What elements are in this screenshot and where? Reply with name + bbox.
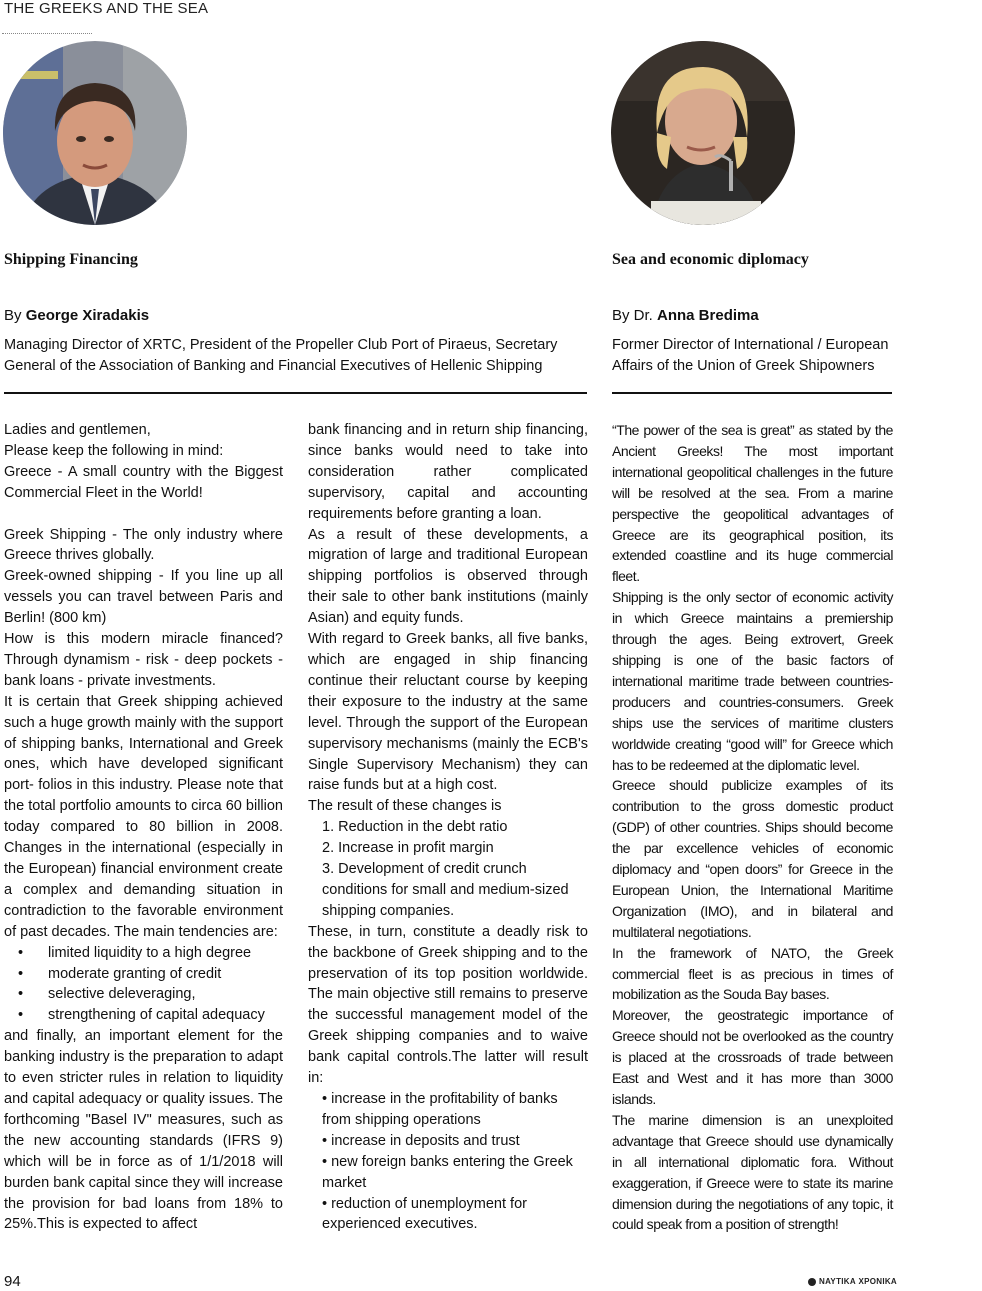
byline-right	[612, 307, 759, 324]
affiliation-line: Former Director of International / European	[612, 337, 889, 353]
article-title-right: Sea and economic diplomacy	[612, 251, 809, 268]
publication-mark-icon	[808, 1278, 816, 1286]
list-item	[4, 943, 283, 964]
list-item: • increase in the profitability of banks from shipping operations	[322, 1091, 558, 1128]
list-item-text: limited liquidity to a high degree	[48, 944, 252, 961]
paragraph: Ladies and gentlemen,	[4, 422, 151, 438]
bullet-mark: •	[18, 986, 24, 1003]
byline-left	[4, 307, 149, 324]
numbered-item: 2. Increase in profit margin	[322, 840, 494, 857]
article-title-left: Shipping Financing	[4, 251, 138, 268]
list-item	[4, 1005, 283, 1026]
paragraph: Moreover, the geostrategic importance of Greece should not be overlooked as the country is placed at the crossroads of trade between East and West and it has more than 3000 islands.	[612, 1007, 893, 1107]
paragraph: How is this modern miracle financed? Through dynamism - risk - deep pockets - bank loans - private investments.	[4, 631, 283, 689]
paragraph: It is certain that Greek shipping achieved such a huge growth mainly with the support of shipping banks, International and Greek ones, which have developed significant port- folios in this industry. Please note that the total portfolio amounts to circa 60 billion today compared to 80 billion in 2008. Changes in the international (especially in the European) financial environment create a complex and demanding situation in contradiction to the favorable environment of past decades. The main tendencies are:	[4, 693, 283, 940]
affiliation-line: General of the Association of Banking and Financial Executives of Hellenic Shipping	[4, 358, 543, 374]
paragraph: In the framework of NATO, the Greek commercial fleet is as precious in times of mobilization as the Souda Bay bases.	[612, 944, 893, 1003]
paragraph: bank financing and in return ship financing, since banks would need to take into consideration rather complicated supervisory, capital and accounting requirements before granting a loan.	[308, 422, 588, 522]
paragraph: The marine dimension is an unexploited advantage that Greece should use dynamically in all international diplomatic fora. Without exaggeration, if Greece were to state its marine dimension during the negotiations of any topic, it could speak from a position of strength!	[612, 1111, 893, 1233]
byline-prefix: By	[4, 307, 22, 324]
author-portrait-xiradakis	[3, 41, 187, 225]
byline-prefix: By Dr.	[612, 307, 653, 324]
paragraph: Greece should publicize examples of its contribution to the gross domestic product (GDP) of other countries. Ships should become the par excellence vehicles of economic diplomacy and “open doors” for Greece in the European Union, the International Maritime Organization (IMO), and in bilateral and multilateral negotiations.	[612, 777, 893, 940]
paragraph: “The power of the sea is great” as stated by the Ancient Greeks! The most important international geopolitical challenges in the future will be resolved at the sea. From a marine perspective the geopolitical advantages of Greece are its geographical position, its extended coastline and its huge commercial fleet.	[612, 422, 893, 585]
numbered-item: 3. Development of credit crunch conditions for small and medium-sized shipping companies.	[322, 861, 569, 919]
header-rule-left	[4, 392, 587, 394]
list-item-text: selective deleveraging,	[48, 986, 196, 1003]
paragraph: These, in turn, constitute a deadly risk to the backbone of Greek shipping and to the preservation of its top position worldwide. The main objective still remains to preserve the successful management model of the Greek shipping companies and to waive bank capital controls.The latter will result in:	[308, 923, 588, 1087]
body-column-3	[612, 420, 893, 1235]
paragraph: and finally, an important element for the banking industry is the preparation to adapt to even stricter rules in relation to liquidity and capital adequacy or quality issues. The forthcoming "Basel IV" measures, such as the new accounting standards (IFRS 9) which will be in force as of 1/1/2018 will burden bank capital since they will increase the provision for bad loans from 18% to 25%.This is expected to affect	[4, 1028, 283, 1233]
section-divider	[2, 33, 92, 34]
list-item-text: moderate granting of credit	[48, 965, 222, 982]
publication-name: ΝΑΥΤΙΚΑ ΧΡΟΝΙΚΑ	[819, 1277, 897, 1286]
paragraph: Shipping is the only sector of economic activity in which Greece maintains a premiership through the ages. Being extrovert, Greek shipping is one of the basic factors of international maritime trade between countries-producers and countries-consumers. Greek ships use the services of maritime clusters worldwide creating “good will” for Greece which has to be redeemed at the diplomatic level.	[612, 589, 893, 773]
author-portrait-bredima	[611, 41, 795, 225]
paragraph: Greek Shipping - The only industry where Greece thrives globally.	[4, 526, 283, 564]
paragraph: Greece - A small country with the Biggest Commercial Fleet in the World!	[4, 463, 283, 501]
bullet-mark: •	[18, 965, 24, 982]
paragraph: The result of these changes is	[308, 798, 502, 815]
paragraph: Please keep the following in mind:	[4, 442, 224, 459]
body-column-2	[308, 420, 588, 1235]
bullet-mark: •	[18, 1007, 24, 1024]
section-title: THE GREEKS AND THE SEA	[4, 0, 209, 17]
affiliation-left	[4, 335, 557, 377]
body-column-1	[4, 420, 283, 1235]
page-number: 94	[4, 1273, 21, 1290]
paragraph: With regard to Greek banks, all five banks, which are engaged in ship financing continue their reluctant course by keeping their exposure to the industry at the same level. Through the support of the European supervisory mechanisms (mainly the ECB's Single Supervisory Mechanism) they can raise funds but at a high cost.	[308, 631, 588, 794]
paragraph: Greek-owned shipping - If you line up all vessels you can travel between Paris and Berlin! (800 km)	[4, 568, 283, 627]
list-item: • reduction of unemployment for experienced executives.	[322, 1195, 527, 1233]
author-name: George Xiradakis	[25, 307, 150, 324]
affiliation-line: Affairs of the Union of Greek Shipowners	[612, 358, 875, 374]
author-name: Anna Bredima	[657, 307, 759, 324]
affiliation-right	[612, 335, 888, 377]
publication-logo	[808, 1277, 897, 1286]
list-item	[4, 964, 283, 985]
bullet-mark: •	[18, 944, 24, 961]
paragraph-spacer	[4, 504, 283, 525]
numbered-item: 1. Reduction in the debt ratio	[322, 819, 508, 836]
list-item	[4, 984, 283, 1005]
paragraph: As a result of these developments, a migration of large and traditional European shipping portfolios is observed through their sale to other bank institutions (mainly Asian) and equity funds.	[308, 526, 588, 627]
list-item: • increase in deposits and trust	[322, 1132, 520, 1149]
list-item: • new foreign banks entering the Greek market	[322, 1153, 573, 1191]
header-rule-right	[612, 392, 892, 394]
affiliation-line: Managing Director of XRTC, President of the Propeller Club Port of Piraeus, Secretary	[4, 337, 558, 353]
list-item-text: strengthening of capital adequacy	[48, 1007, 265, 1024]
